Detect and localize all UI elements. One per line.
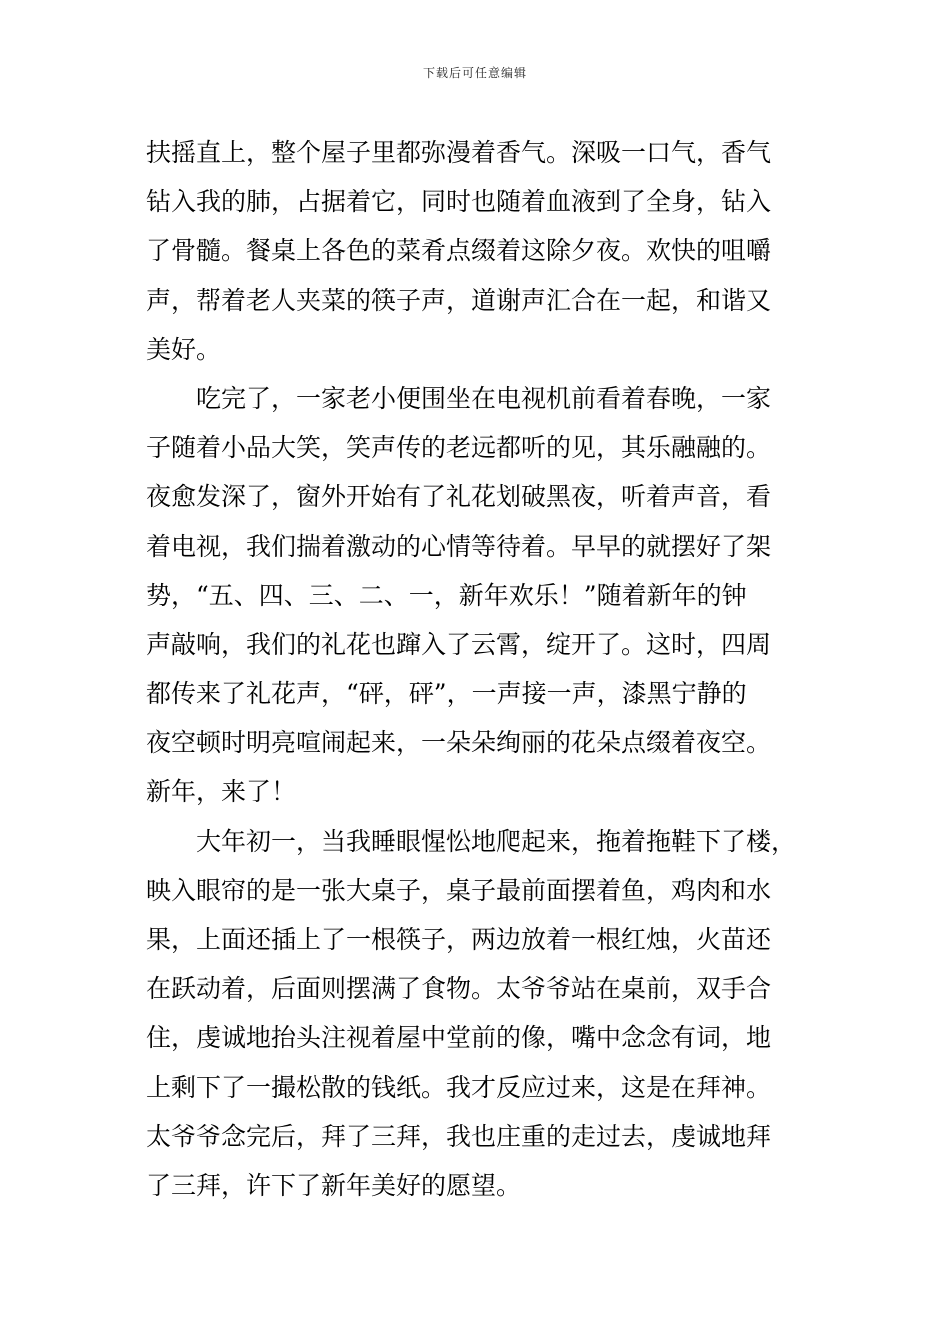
page-header: 下载后可任意编辑 xyxy=(422,66,527,80)
text-line: 美好。 xyxy=(146,334,222,364)
text-line: 钻入我的肺，占据着它，同时也随着血液到了全身，钻入 xyxy=(146,187,772,217)
text-line: 了三拜，许下了新年美好的愿望。 xyxy=(146,1170,522,1200)
text-line: 果，上面还插上了一根筷子，两边放着一根红烛，火苗还 xyxy=(146,925,772,954)
text-line: 都传来了礼花声，“砰，砰”，一声接一声，漆黑宁静的 xyxy=(146,679,747,709)
text-line: 夜空顿时明亮喧闹起来，一朵朵绚丽的花朵点缀着夜空。 xyxy=(146,728,772,758)
text-line: 夜愈发深了，窗外开始有了礼花划破黑夜，听着声音，看 xyxy=(146,482,772,512)
text-line: 声敲响，我们的礼花也蹿入了云霄，绽开了。这时，四周 xyxy=(146,629,772,659)
text-line: 着电视，我们揣着激动的心情等待着。早早的就摆好了架 xyxy=(146,531,772,561)
text-line: 扶摇直上，整个屋子里都弥漫着香气。深吸一口气，香气 xyxy=(146,138,772,167)
text-line: 映入眼帘的是一张大桌子，桌子最前面摆着鱼，鸡肉和水 xyxy=(146,875,772,905)
text-line: 大年初一，当我睡眼惺忪地爬起来，拖着拖鞋下了楼， xyxy=(146,826,797,856)
text-line: 吃完了，一家老小便围坐在电视机前看着春晚，一家 xyxy=(146,383,772,413)
text-line: 声，帮着老人夹菜的筷子声，道谢声汇合在一起，和谐又 xyxy=(146,285,772,315)
text-line: 住，虔诚地抬头注视着屋中堂前的像，嘴中念念有词，地 xyxy=(146,1023,772,1053)
document-body xyxy=(146,128,808,1210)
text-line: 上剩下了一撮松散的钱纸。我才反应过来，这是在拜神。 xyxy=(146,1072,772,1102)
text-line: 势，“五、四、三、二、一，新年欢乐！”随着新年的钟 xyxy=(146,580,747,610)
text-line: 新年，来了！ xyxy=(146,777,297,807)
text-line: 了骨髓。餐桌上各色的菜肴点缀着这除夕夜。欢快的咀嚼 xyxy=(146,236,772,266)
text-line: 子随着小品大笑，笑声传的老远都听的见，其乐融融的。 xyxy=(146,433,772,463)
text-line: 在跃动着，后面则摆满了食物。太爷爷站在桌前，双手合 xyxy=(146,974,772,1004)
text-line: 太爷爷念完后，拜了三拜，我也庄重的走过去，虔诚地拜 xyxy=(146,1121,772,1151)
